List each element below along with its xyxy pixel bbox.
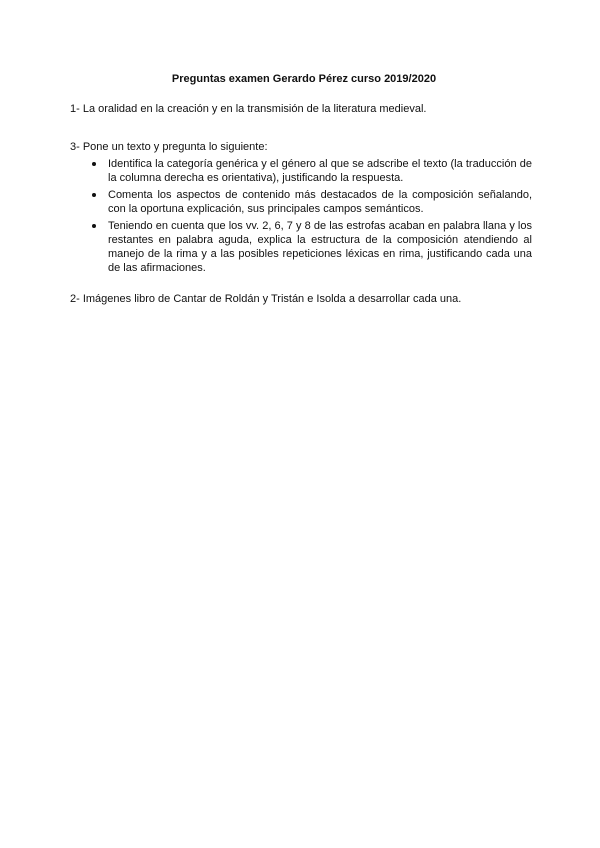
question-3-intro: 3- Pone un texto y pregunta lo siguiente:	[70, 141, 268, 153]
list-item-text: Teniendo en cuenta que los vv. 2, 6, 7 y 8 de las estrofas acaban en palabra llana y los restantes en palabra aguda, explica la estructura de la composición atendiendo al manejo de la rima y a las posibles repeticiones léxicas en rima, justificando cada una de las afirmaciones.	[108, 220, 532, 274]
list-item-text: Identifica la categoría genérica y el género al que se adscribe el texto (la traducción de la columna derecha es orientativa), justificando la respuesta.	[108, 158, 532, 184]
list-item	[92, 157, 532, 185]
question-2: 2- Imágenes libro de Cantar de Roldán y Tristán e Isolda a desarrollar cada una.	[70, 293, 462, 305]
question-3-list	[92, 157, 532, 278]
document-title: Preguntas examen Gerardo Pérez curso 2019/2020	[171, 73, 437, 85]
list-item	[92, 219, 532, 275]
bullet-icon	[92, 193, 96, 197]
bullet-icon	[92, 162, 96, 166]
bullet-icon	[92, 224, 96, 228]
question-1: 1- La oralidad en la creación y en la transmisión de la literatura medieval.	[70, 103, 427, 115]
list-item	[92, 188, 532, 216]
list-item-text: Comenta los aspectos de contenido más destacados de la composición señalando, con la oportuna explicación, sus principales campos semánticos.	[108, 189, 532, 215]
